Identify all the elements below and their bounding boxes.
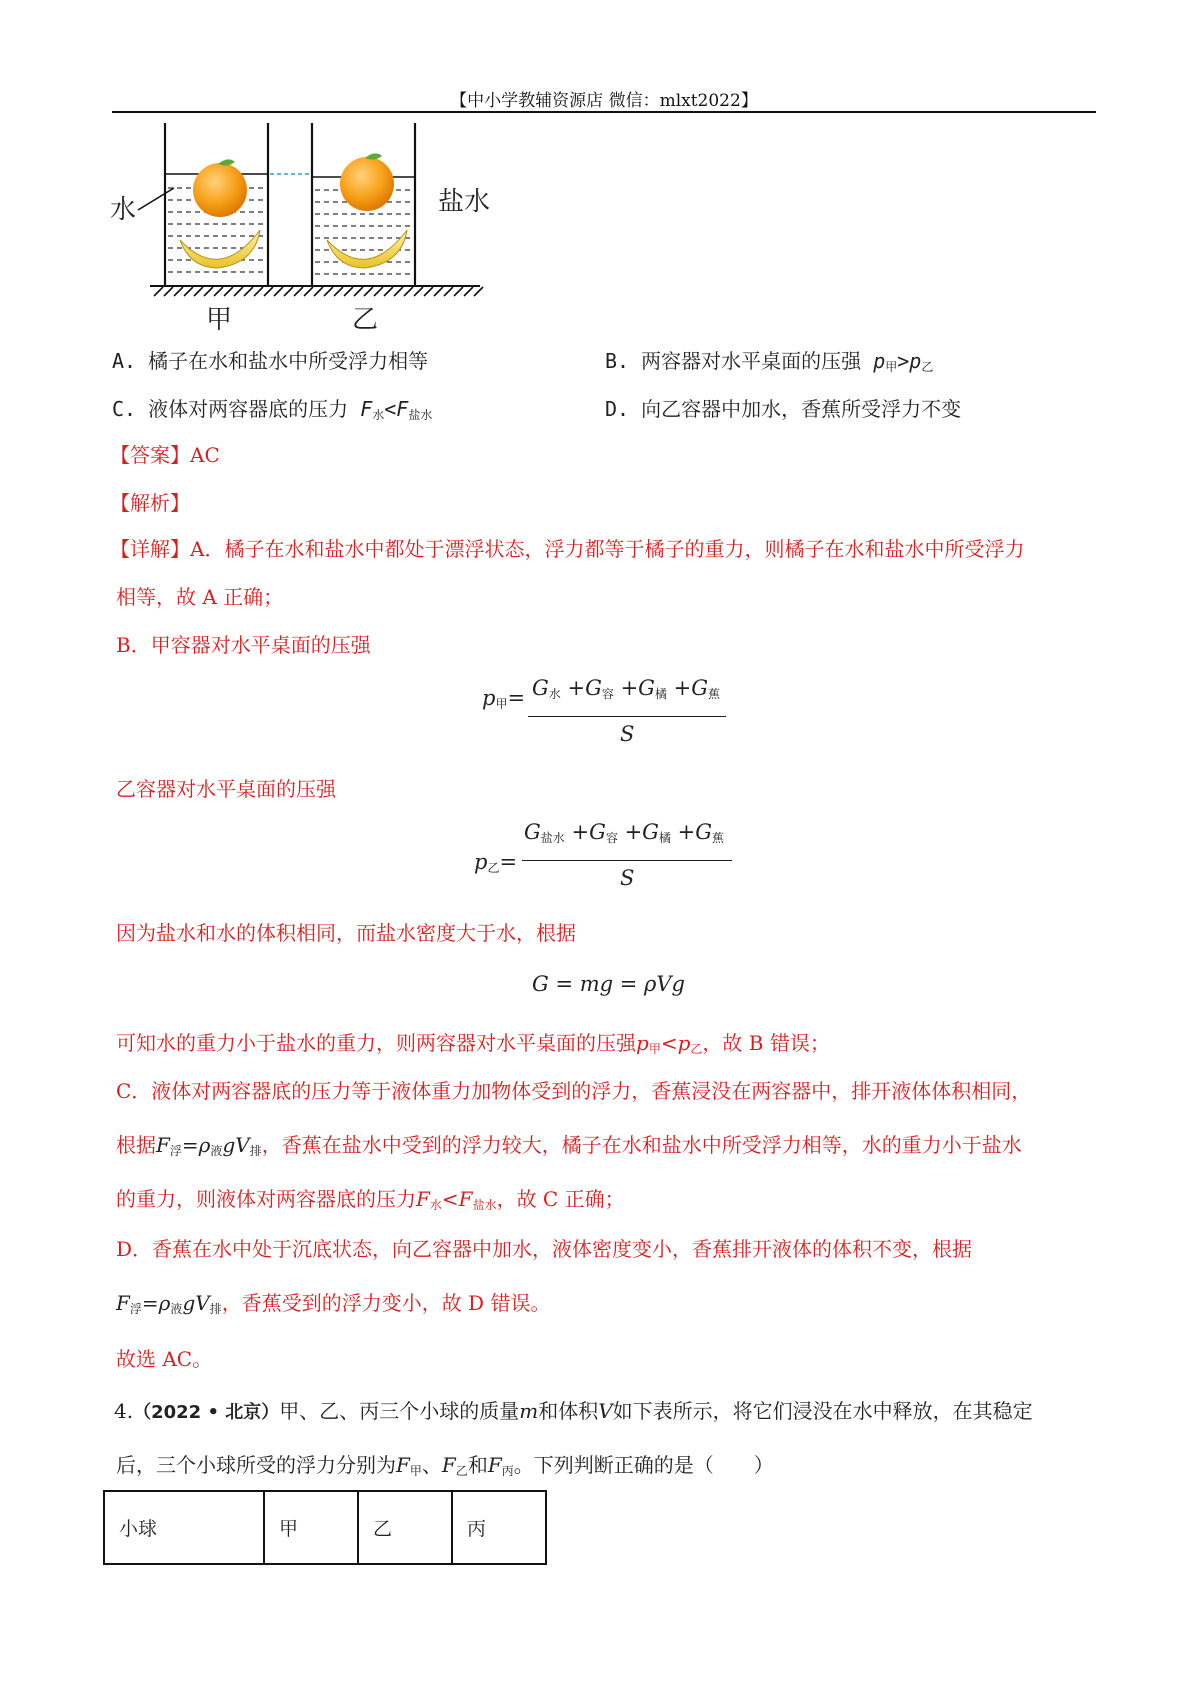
label-water: 水 — [110, 195, 137, 225]
label-yi: 乙 — [352, 305, 379, 335]
ground-hatch — [150, 286, 483, 296]
formula-p-jia-denominator: S — [620, 722, 635, 746]
detail-c-line1: C．液体对两容器底的压力等于液体重力加物体受到的浮力，香蕉浸没在两容器中，排开液体体积相同， — [116, 1079, 1032, 1103]
table-header-cell: 丙 — [452, 1491, 546, 1564]
label-salt-water: 盐水 — [438, 187, 491, 217]
option-d[interactable]: D. 向乙容器中加水，香蕉所受浮力不变 — [605, 397, 962, 421]
detail-b-line2: 乙容器对水平桌面的压强 — [116, 777, 336, 801]
detail-b-line1: B．甲容器对水平桌面的压强 — [116, 633, 371, 657]
option-b[interactable]: B. 两容器对水平桌面的压强 $p_甲>p_乙$ — [605, 349, 934, 374]
table-row — [104, 1491, 546, 1564]
label-jia: 甲 — [206, 305, 233, 335]
option-c[interactable]: C. 液体对两容器底的压力 $F_水<F_{盐水}$ — [112, 397, 433, 422]
answer-line: 【答案】AC — [110, 443, 220, 467]
detail-b-line4: 可知水的重力小于盐水的重力，则两容器对水平桌面的压强$p_甲<p_乙$，故 B 错误； — [116, 1031, 830, 1056]
detail-conclusion: 故选 AC。 — [116, 1347, 213, 1371]
formula-p-yi-bar — [522, 860, 732, 861]
detail-c-line3: 的重力，则液体对两容器底的压力$F_水<F_{盐水}$，故 C 正确； — [116, 1187, 625, 1212]
option-a[interactable]: A. 橘子在水和盐水中所受浮力相等 — [112, 349, 429, 373]
table-header-cell: 小球 — [104, 1491, 264, 1564]
formula-p-jia-bar — [528, 716, 726, 717]
header-rule — [112, 111, 1096, 113]
detail-a-line1: 【详解】A．橘子在水和盐水中都处于漂浮状态，浮力都等于橘子的重力，则橘子在水和盐水中所受浮力 — [110, 537, 1025, 561]
analysis-label: 【解析】 — [110, 491, 190, 515]
detail-d-line2: $F_浮=\rho_液gV_排$，香蕉受到的浮力变小，故 D 错误。 — [116, 1291, 551, 1316]
detail-a-line2: 相等，故 A 正确； — [116, 585, 284, 609]
detail-d-line1: D．香蕉在水中处于沉底状态，向乙容器中加水，液体密度变小，香蕉排开液体的体积不变，根据 — [116, 1237, 973, 1261]
detail-b-line3: 因为盐水和水的体积相同，而盐水密度大于水，根据 — [116, 921, 576, 945]
table-header-cell: 甲 — [264, 1491, 358, 1564]
q4-line2: 后，三个小球所受的浮力分别为$F_甲$、$F_乙$和$F_丙$。下列判断正确的是（ ） — [116, 1453, 774, 1478]
formula-p-yi-denominator: S — [620, 866, 635, 890]
table-header-cell: 乙 — [358, 1491, 452, 1564]
container-jia — [165, 123, 268, 285]
detail-c-line2: 根据$F_浮=\rho_液gV_排$，香蕉在盐水中受到的浮力较大，橘子在水和盐水中所受浮力相等，水的重力小于盐水 — [116, 1133, 1022, 1158]
container-yi — [312, 123, 415, 285]
water-pointer — [138, 188, 174, 210]
formula-p-yi-numerator: $G_{盐水} +G_容 +G_橘 +G_蕉$ — [524, 820, 725, 845]
formula-p-jia: $p_甲=$ — [482, 686, 526, 711]
formula-p-jia-numerator: $G_水 +G_容 +G_橘 +G_蕉$ — [532, 676, 721, 701]
q4-line1: 4.（2022 • 北京）甲、乙、丙三个小球的质量m和体积V如下表所示，将它们浸没在水中释放，在其稳定 — [114, 1399, 1033, 1423]
formula-p-yi: $p_乙=$ — [474, 850, 518, 875]
balls-table — [103, 1490, 547, 1565]
formula-gravity: G = mg = ρVg — [532, 972, 685, 996]
containers-figure — [110, 118, 560, 338]
page-header: 【中小学教辅资源店 微信：mlxt2022】 — [450, 91, 758, 111]
